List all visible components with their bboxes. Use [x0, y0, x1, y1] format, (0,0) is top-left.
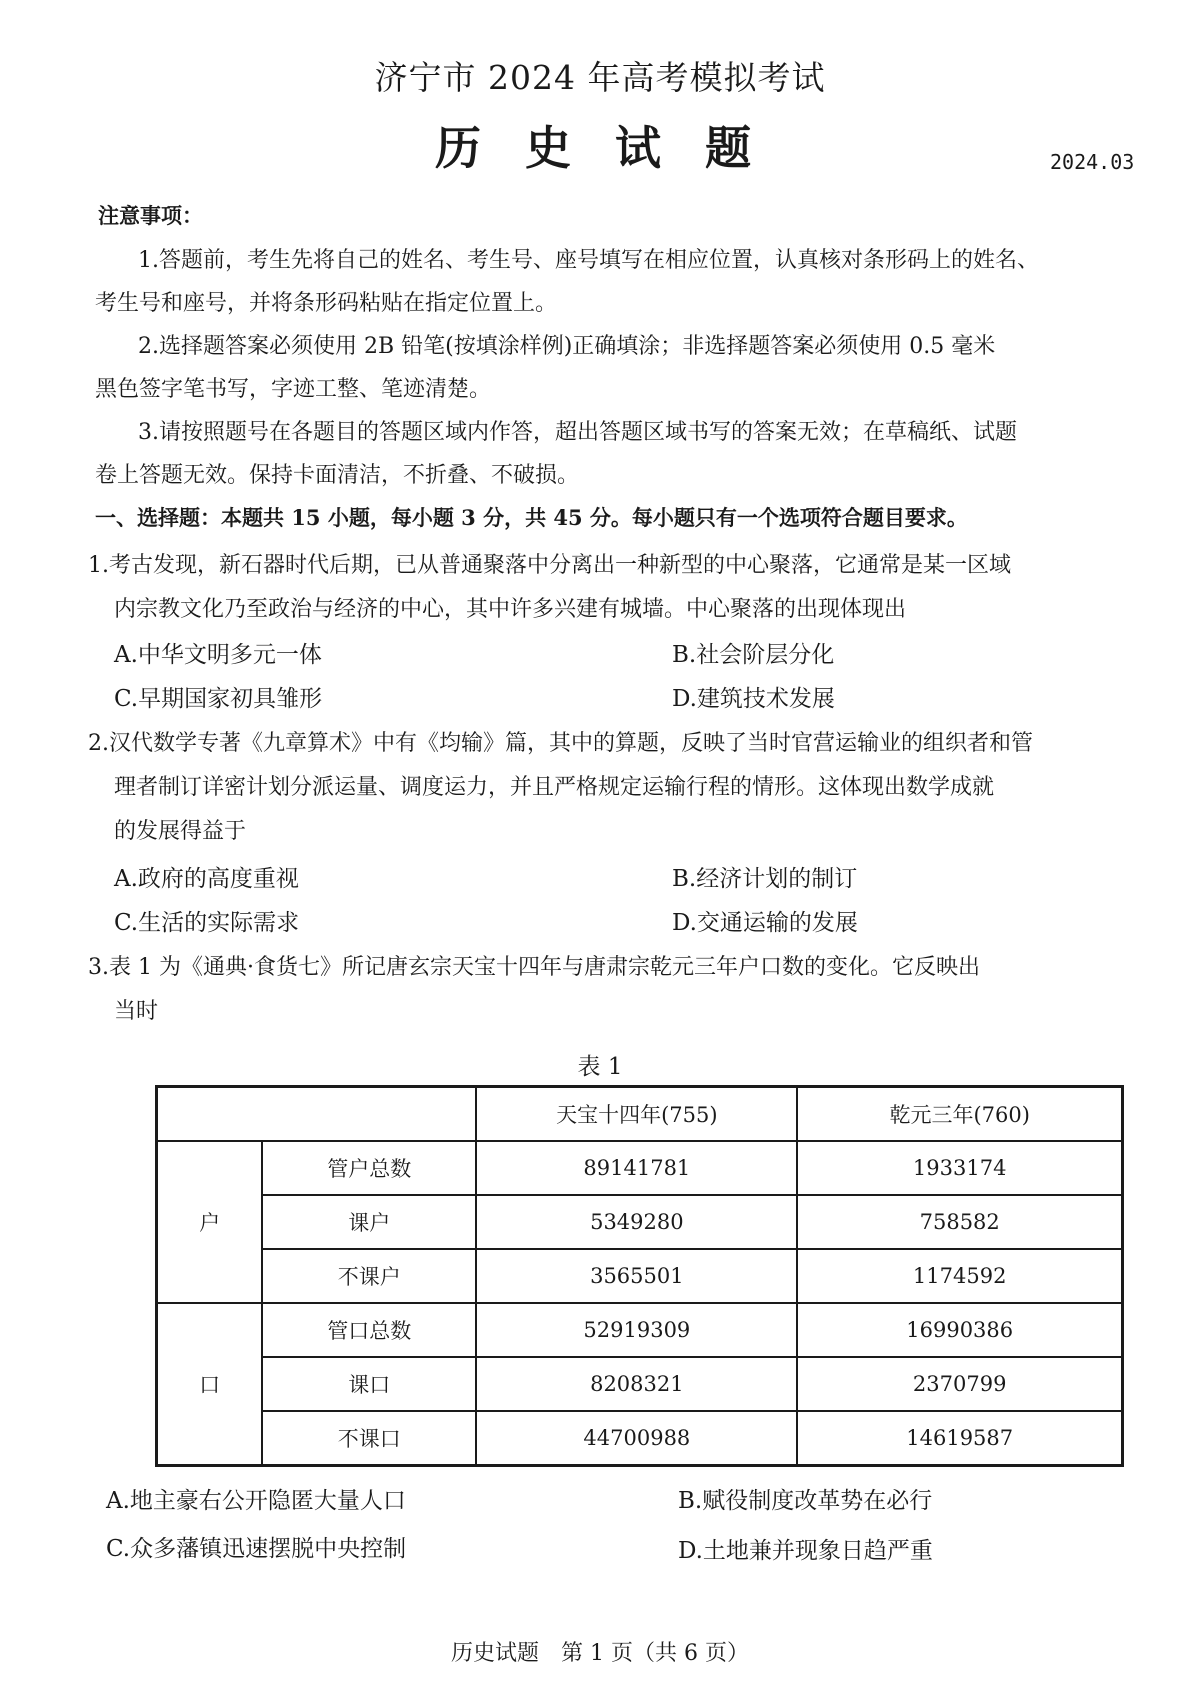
- table-cell: 44700988: [476, 1411, 797, 1466]
- notice-heading: 注意事项：: [98, 203, 203, 228]
- row-name: 管口总数: [262, 1303, 476, 1357]
- page-title: 历 史 试 题: [434, 121, 766, 175]
- table-row: [157, 1411, 1123, 1466]
- q3-option-a[interactable]: A.地主豪右公开隐匿大量人口: [106, 1488, 406, 1514]
- table-corner-cell: [157, 1087, 477, 1142]
- table-cell: 89141781: [476, 1141, 797, 1195]
- q1-option-b[interactable]: B.社会阶层分化: [672, 642, 835, 668]
- table-cell: 3565501: [476, 1249, 797, 1303]
- q3-option-d[interactable]: D.土地兼并现象日趋严重: [678, 1538, 933, 1564]
- table-cell: 5349280: [476, 1195, 797, 1249]
- q2-option-d[interactable]: D.交通运输的发展: [672, 910, 858, 936]
- q2-option-b[interactable]: B.经济计划的制订: [672, 866, 858, 892]
- notice-line: 3.请按照题号在各题目的答题区域内作答，超出答题区域书写的答案无效；在草稿纸、试题: [138, 420, 1017, 445]
- census-table: [155, 1085, 1124, 1467]
- notice-line: 2.选择题答案必须使用 2B 铅笔(按填涂样例)正确填涂；非选择题答案必须使用 0.5 毫米: [138, 334, 996, 359]
- question-2-text: 的发展得益于: [114, 819, 247, 844]
- table-cell: 14619587: [797, 1411, 1122, 1466]
- question-2-text: 2.汉代数学专著《九章算术》中有《均输》篇，其中的算题，反映了当时官营运输业的组织者和管: [88, 731, 1033, 756]
- table-row: [157, 1141, 1123, 1195]
- row-group-label: 口: [157, 1303, 263, 1466]
- table-caption: 表 1: [577, 1054, 623, 1080]
- notice-line: 考生号和座号，并将条形码粘贴在指定位置上。: [95, 291, 558, 316]
- notice-line: 卷上答题无效。保持卡面清洁，不折叠、不破损。: [95, 463, 580, 488]
- table-cell: 2370799: [797, 1357, 1122, 1411]
- q2-option-a[interactable]: A.政府的高度重视: [114, 866, 299, 892]
- notice-line: 1.答题前，考生先将自己的姓名、考生号、座号填写在相应位置，认真核对条形码上的姓名、: [138, 248, 1039, 273]
- table-cell: 758582: [797, 1195, 1122, 1249]
- table-row: [157, 1357, 1123, 1411]
- q1-option-c[interactable]: C.早期国家初具雏形: [114, 686, 323, 712]
- table-row: [157, 1195, 1123, 1249]
- table-row: [157, 1249, 1123, 1303]
- question-2-text: 理者制订详密计划分派运量、调度运力，并且严格规定运输行程的情形。这体现出数学成就: [114, 775, 995, 800]
- table-header-row: [157, 1087, 1123, 1142]
- question-1-text: 1.考古发现，新石器时代后期，已从普通聚落中分离出一种新型的中心聚落，它通常是某一区域: [88, 553, 1011, 578]
- exam-subtitle: 济宁市 2024 年高考模拟考试: [374, 58, 826, 97]
- q2-option-c[interactable]: C.生活的实际需求: [114, 910, 300, 936]
- column-header: 乾元三年(760): [797, 1087, 1122, 1142]
- table-cell: 1933174: [797, 1141, 1122, 1195]
- q1-option-d[interactable]: D.建筑技术发展: [672, 686, 835, 712]
- exam-date: 2024.03: [1050, 150, 1135, 174]
- q1-option-a[interactable]: A.中华文明多元一体: [114, 642, 322, 668]
- question-1-text: 内宗教文化乃至政治与经济的中心，其中许多兴建有城墙。中心聚落的出现体现出: [114, 597, 907, 622]
- row-group-label: 户: [157, 1141, 263, 1303]
- row-name: 课户: [262, 1195, 476, 1249]
- page-footer: 历史试题 第 1 页（共 6 页）: [451, 1641, 749, 1666]
- table-cell: 52919309: [476, 1303, 797, 1357]
- table-cell: 16990386: [797, 1303, 1122, 1357]
- row-name: 管户总数: [262, 1141, 476, 1195]
- q3-option-b[interactable]: B.赋役制度改革势在必行: [678, 1488, 933, 1514]
- question-3-text: 3.表 1 为《通典·食货七》所记唐玄宗天宝十四年与唐肃宗乾元三年户口数的变化。它反映出: [88, 955, 980, 980]
- table-cell: 1174592: [797, 1249, 1122, 1303]
- table-cell: 8208321: [476, 1357, 797, 1411]
- row-name: 不课户: [262, 1249, 476, 1303]
- section-heading: 一、选择题：本题共 15 小题，每小题 3 分，共 45 分。每小题只有一个选项符合题目要求。: [95, 505, 968, 530]
- q3-option-c[interactable]: C.众多藩镇迅速摆脱中央控制: [106, 1536, 407, 1562]
- column-header: 天宝十四年(755): [476, 1087, 797, 1142]
- table-row: [157, 1303, 1123, 1357]
- question-3-text: 当时: [114, 999, 159, 1024]
- row-name: 不课口: [262, 1411, 476, 1466]
- row-name: 课口: [262, 1357, 476, 1411]
- notice-line: 黑色签字笔书写，字迹工整、笔迹清楚。: [95, 377, 492, 402]
